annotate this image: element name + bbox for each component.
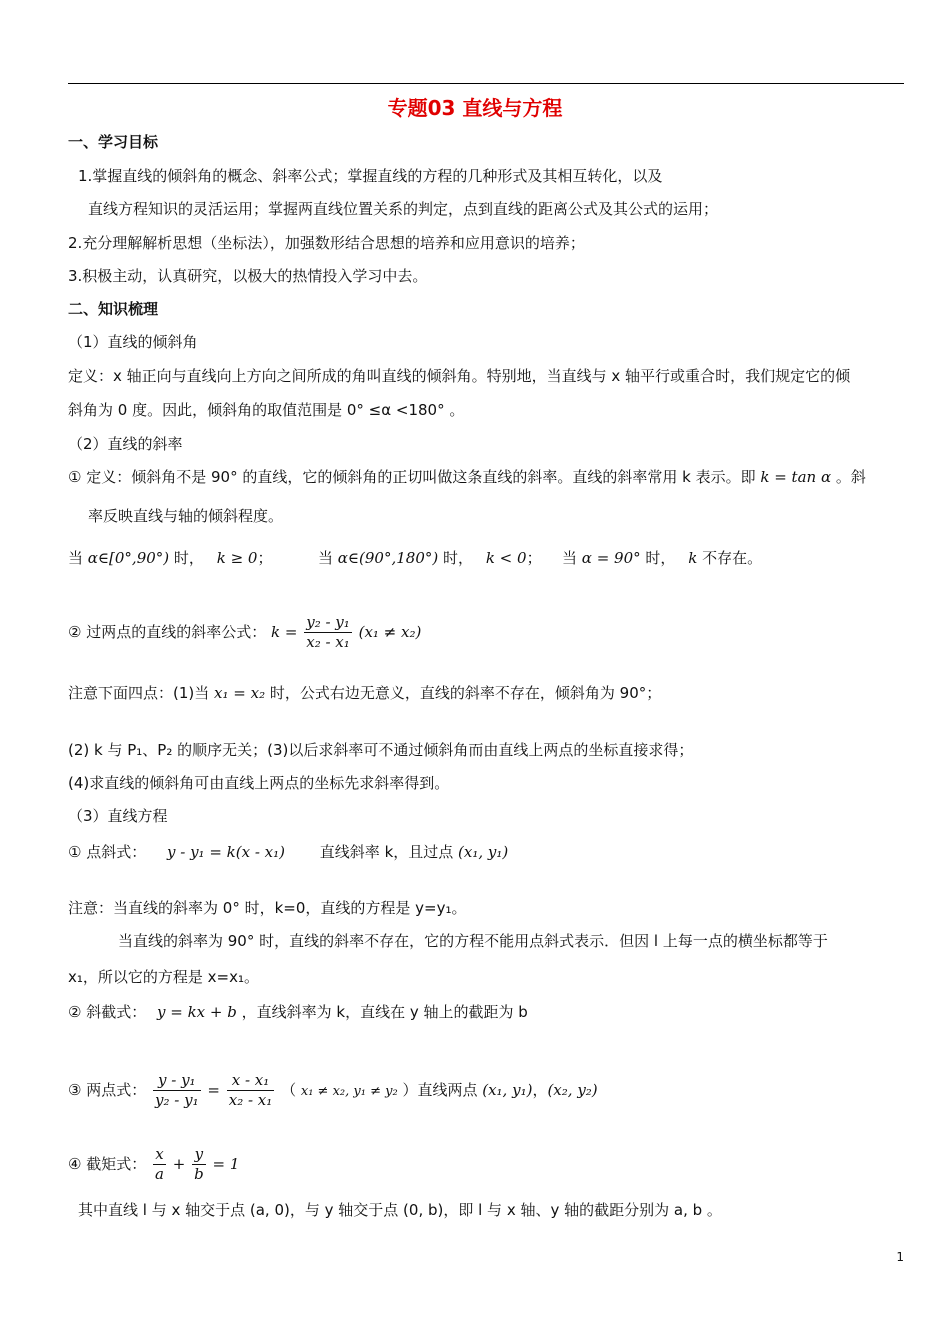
note-line-1 [68,683,661,703]
point-slope-label: ① 点斜式： [68,843,147,861]
slope-tan-formula: k = tan α [760,468,832,486]
case-acute-sep: ； [257,549,273,567]
intercept-x-denominator: a [155,1165,164,1183]
case-right-k: k [688,549,698,567]
point-slope-note-2: 当直线的斜率为 90° 时，直线的斜率不存在，它的方程不能用点斜式表示．但因 l 上每一点的横坐标都等于 [118,932,828,950]
case-obtuse [318,548,542,568]
two-point-slope-k: k = [271,623,298,641]
case-right [562,548,762,568]
note-line-2: (2) k 与 P₁、P₂ 的顺序无关；(3)以后求斜率可不通过倾斜角而由直线上两点的坐标直接求得； [68,741,694,759]
case-right-undefined: 不存在。 [702,549,763,567]
intercept-explanation: 其中直线 l 与 x 轴交于点 (a, 0)，与 y 轴交于点 (0, b)，即 l 与 x 轴、y 轴的截距分别为 a, b 。 [78,1201,722,1219]
intercept-y-denominator: b [194,1165,204,1183]
case-right-then: 时， [645,549,676,567]
note-1-tail: 时，公式右边无意义，直线的斜率不存在，倾斜角为 90°； [269,684,662,702]
point-slope-form [68,842,508,862]
subsection-inclination: （1）直线的倾斜角 [68,333,198,351]
intercept-equals-one: = 1 [212,1155,240,1173]
slope-definition-line-1 [68,467,866,487]
fraction-numerator: y₂ - y₁ [306,613,350,631]
section-heading-goals: 一、学习目标 [68,133,159,151]
intercept-y-numerator: y [192,1145,206,1165]
case-obtuse-range: α∈(90°,180°) [337,549,439,567]
note-1-text: 注意下面四点：(1)当 [68,684,210,702]
two-point-condition: x₁ ≠ x₂, y₁ ≠ y₂ [300,1084,398,1099]
case-right-angle: α = 90° [581,549,641,567]
two-point-slope-fraction [304,613,352,652]
left-denominator: y₂ - y₁ [155,1091,199,1109]
case-obtuse-then: 时， [443,549,474,567]
intercept-form [68,1144,239,1184]
slope-definition-text: ① 定义：倾斜角不是 90° 的直线，它的倾斜角的正切叫做这条直线的斜率。直线的斜率常用 k 表示。即 [68,468,756,486]
two-point-point-1: (x₁, y₁) [482,1081,533,1099]
page-title: 专题03 直线与方程 [387,96,563,120]
point-slope-equation: y - y₁ = k(x - x₁) [167,843,286,861]
subsection-equations: （3）直线方程 [68,807,168,825]
point-slope-note-1: 注意：当直线的斜率为 0° 时，k=0，直线的方程是 y=y₁。 [68,899,467,917]
right-denominator: x₂ - x₁ [228,1091,273,1109]
goal-2: 2.充分理解解析思想（坐标法），加强数形结合思想的培养和应用意识的培养； [68,234,585,252]
two-point-paren-open: （ [281,1081,297,1099]
definition-line-1: 定义：x 轴正向与直线向上方向之间所成的角叫直线的倾斜角。特别地，当直线与 x 轴平行或重合时，我们规定它的倾 [68,367,851,385]
two-point-label: ③ 两点式： [68,1081,147,1099]
two-point-slope [68,612,421,652]
fraction-denominator: x₂ - x₁ [306,633,350,651]
section-heading-knowledge: 二、知识梳理 [68,300,159,318]
two-point-comma: ， [532,1081,548,1099]
case-acute [68,548,272,568]
slope-intercept-equation: y = kx + b [157,1003,237,1021]
goal-3: 3.积极主动，认真研究，以极大的热情投入学习中去。 [68,267,428,285]
case-acute-k: k ≥ 0 [216,549,258,567]
two-point-right-fraction [227,1071,275,1110]
point-slope-note-3: x₁，所以它的方程是 x=x₁。 [68,968,259,986]
intercept-plus: + [172,1155,186,1173]
subsection-slope: （2）直线的斜率 [68,435,183,453]
note-1-math: x₁ = x₂ [214,684,266,702]
slope-definition-tail: 。斜 [835,468,866,486]
intercept-label: ④ 截矩式： [68,1155,147,1173]
case-obtuse-sep: ； [526,549,542,567]
case-acute-range: α∈[0°,90°) [87,549,170,567]
case-acute-then: 时， [173,549,204,567]
intercept-fraction-y [192,1145,206,1184]
point-slope-desc: 直线斜率 k，且过点 [319,843,454,861]
case-obtuse-when: 当 [318,549,334,567]
two-point-desc: ）直线两点 [402,1081,478,1099]
slope-intercept-desc: ，直线斜率为 k，直线在 y 轴上的截距为 b [241,1003,528,1021]
header-rule [68,83,904,84]
intercept-fraction-x [153,1145,166,1184]
slope-intercept-form [68,1002,528,1022]
case-right-when: 当 [562,549,578,567]
point-slope-point: (x₁, y₁) [458,843,509,861]
intercept-x-numerator: x [153,1145,166,1165]
goal-1a: 1.掌握直线的倾斜角的概念、斜率公式；掌握直线的方程的几种形式及其相互转化，以及 [78,167,663,185]
goal-1b: 直线方程知识的灵活运用；掌握两直线位置关系的判定，点到直线的距离公式及其公式的运用； [88,200,719,218]
two-point-left-fraction [153,1071,201,1110]
case-acute-when: 当 [68,549,84,567]
note-line-4: (4)求直线的倾斜角可由直线上两点的坐标先求斜率得到。 [68,774,450,792]
right-numerator: x - x₁ [227,1071,275,1091]
slope-intercept-label: ② 斜截式： [68,1003,147,1021]
definition-line-2: 斜角为 0 度。因此，倾斜角的取值范围是 0° ≤α <180° 。 [68,401,465,419]
left-numerator: y - y₁ [153,1071,201,1091]
page-number: 1 [896,1250,904,1264]
two-point-slope-label: ② 过两点的直线的斜率公式： [68,623,267,641]
two-point-point-2: (x₂, y₂) [547,1081,598,1099]
two-point-slope-condition: (x₁ ≠ x₂) [358,623,422,641]
two-point-equals: = [207,1081,220,1099]
two-point-form [68,1070,598,1112]
case-obtuse-k: k < 0 [485,549,527,567]
slope-definition-line-2: 率反映直线与轴的倾斜程度。 [88,507,284,525]
